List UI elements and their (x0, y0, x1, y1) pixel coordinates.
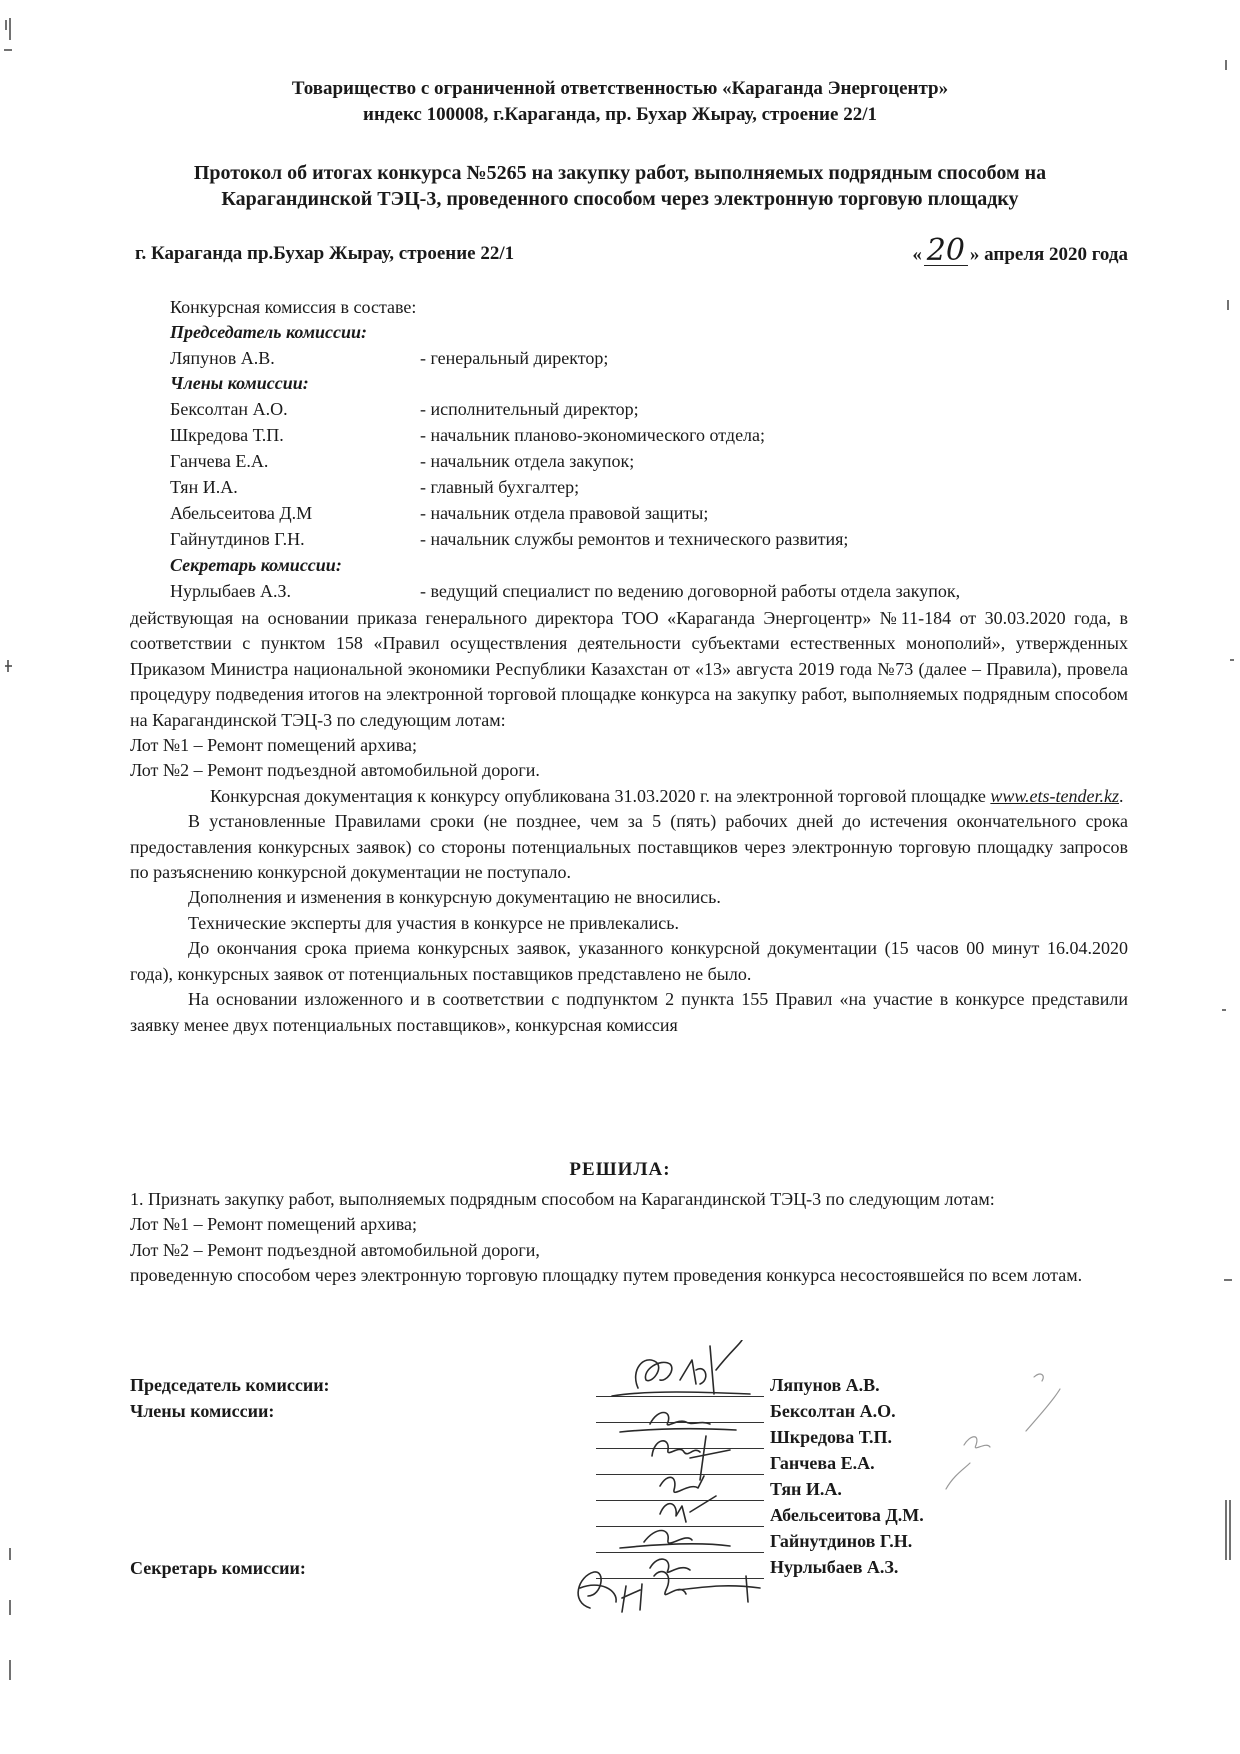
member-name: Бексолтан А.О. (170, 399, 288, 419)
body-paragraph: До окончания срока приема конкурсных заявок, указанного конкурсной документации (15 часов 00 минут 16.04.2020 года), конкурсных заявок от потенциальных поставщиков представлено не было. (130, 938, 1128, 984)
signature-chair-label: Председатель комиссии: (130, 1375, 330, 1395)
date-month-year: » апреля 2020 года (969, 244, 1128, 265)
signatory-name: Бексолтан А.О. (770, 1401, 896, 1421)
body-paragraph: В установленные Правилами сроки (не позднее, чем за 5 (пять) рабочих дней до истечения окончательного срока предоставления конкурсных заявок) со стороны потенциальных поставщиков через электронную торговую площадку запросов по разъяснению конкурсной документации не поступало. (130, 811, 1128, 883)
body-paragraph: На основании изложенного и в соответствии с подпунктом 2 пункта 155 Правил «на участие в конкурсе представили заявку менее двух потенциальных поставщиков», конкурсная комиссия (130, 989, 1128, 1035)
signature-members-label: Члены комиссии: (130, 1401, 275, 1421)
organization-name: Товарищество с ограниченной ответственностью «Караганда Энергоцентр» (291, 78, 949, 99)
chair-name: Ляпунов А.В. (170, 348, 275, 368)
commission-intro: Конкурсная комиссия в составе: (170, 297, 417, 317)
member-name: Шкредова Т.П. (170, 425, 284, 445)
protocol-body (130, 606, 1128, 1038)
member-role: - начальник службы ремонтов и технического развития; (420, 529, 849, 549)
decision-tail: проведенную способом через электронную торговую площадку путем проведения конкурса несостоявшейся по всем лотам. (130, 1265, 1083, 1286)
decision-heading: РЕШИЛА: (569, 1159, 671, 1180)
signatory-name: Шкредова Т.П. (770, 1427, 892, 1447)
member-name: Тян И.А. (170, 477, 238, 497)
body-paragraph: Дополнения и изменения в конкурсную документацию не вносились. (188, 887, 721, 908)
member-name: Ганчева Е.А. (170, 451, 269, 471)
date-open-quote: « (912, 244, 922, 265)
decision-body (130, 1187, 1128, 1289)
member-role: - исполнительный директор; (420, 399, 639, 419)
document-place: г. Караганда пр.Бухар Жырау, строение 22/1 (135, 243, 515, 264)
pencil-marks (930, 1365, 1070, 1505)
signatory-name: Гайнутдинов Г.Н. (770, 1531, 913, 1551)
decision-item: 1. Признать закупку работ, выполняемых подрядным способом на Карагандинской ТЭЦ-3 по следующим лотам: (130, 1189, 995, 1209)
member-role: - начальник отдела правовой защиты; (420, 503, 709, 523)
secretary-heading: Секретарь комиссии: (170, 555, 342, 575)
publication-text: Конкурсная документация к конкурсу опубликована 31.03.2020 г. на электронной торговой площадке (210, 785, 986, 806)
handwritten-signatures (560, 1340, 790, 1620)
document-date (912, 233, 1128, 268)
signatory-name: Нурлыбаев А.З. (770, 1557, 899, 1577)
document-title-line-1: Протокол об итогах конкурса №5265 на закупку работ, выполняемых подрядным способом на (193, 162, 1047, 184)
member-name: Гайнутдинов Г.Н. (170, 529, 305, 549)
signatory-name: Ляпунов А.В. (770, 1375, 880, 1395)
document-title-line-2: Карагандинской ТЭЦ-3, проведенного способом через электронную торговую площадку (221, 188, 1019, 210)
date-day-handwritten: 20 (924, 237, 968, 266)
body-paragraph: Технические эксперты для участия в конкурсе не привлекались. (188, 912, 679, 933)
signatory-name: Тян И.А. (770, 1479, 842, 1499)
signatory-name: Абельсеитова Д.М. (770, 1505, 924, 1525)
signature-secretary-label: Секретарь комиссии: (130, 1558, 306, 1578)
members-heading: Члены комиссии: (170, 373, 309, 393)
lot-line: Лот №2 – Ремонт подъездной автомобильной дороги. (130, 760, 540, 781)
member-role: - главный бухгалтер; (420, 477, 580, 497)
organization-address: индекс 100008, г.Караганда, пр. Бухар Жырау, строение 22/1 (363, 104, 877, 125)
member-role: - начальник отдела закупок; (420, 451, 635, 471)
secretary-name: Нурлыбаев А.З. (170, 581, 291, 601)
member-role: - начальник планово-экономического отдела; (420, 425, 766, 445)
lot-line: Лот №1 – Ремонт помещений архива; (130, 735, 418, 756)
tender-site-link: www.ets-tender.kz (990, 785, 1120, 806)
chair-heading: Председатель комиссии: (170, 322, 368, 342)
publication-end: . (1119, 785, 1124, 806)
lot-line: Лот №1 – Ремонт помещений архива; (130, 1214, 418, 1235)
chair-role: - генеральный директор; (420, 348, 609, 368)
lot-line: Лот №2 – Ремонт подъездной автомобильной дороги, (130, 1239, 540, 1260)
secretary-role: - ведущий специалист по ведению договорной работы отдела закупок, (420, 581, 961, 601)
body-paragraph: действующая на основании приказа генерального директора ТОО «Караганда Энергоцентр» №11-184 от 30.03.2020 года, в соответствии с пунктом 158 «Правил осуществления деятельности субъектами естественных монополий», утвержденных Приказом Министра национальной экономики Республики Казахстан от «13» августа 2019 года №73 (далее – Правила), провела процедуру подведения итогов на электронной торговой площадке конкурса на закупку работ, выполняемых подрядным способом на Карагандинской ТЭЦ-3 по следующим лотам: (130, 608, 1128, 730)
body-paragraph (130, 784, 1128, 809)
signatory-name: Ганчева Е.А. (770, 1453, 875, 1473)
member-name: Абельсеитова Д.М (170, 503, 313, 523)
